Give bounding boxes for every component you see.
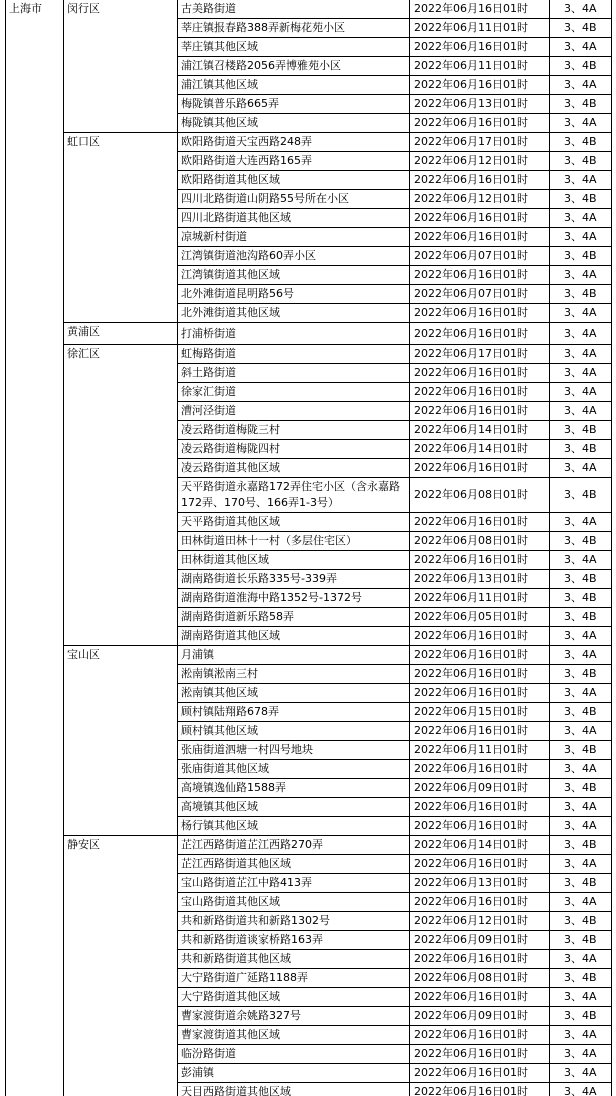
time-cell: 2022年06月16日01时	[410, 266, 550, 285]
area-cell: 古美路街道	[178, 0, 410, 19]
area-cell: 欧阳路街道其他区域	[178, 171, 410, 190]
area-cell: 梅陇镇普乐路665弄	[178, 95, 410, 114]
level-cell: 3、4A	[550, 171, 612, 190]
area-cell: 梅陇镇其他区域	[178, 114, 410, 133]
area-cell: 芷江西路街道其他区域	[178, 855, 410, 874]
level-cell: 3、4A	[550, 1026, 612, 1045]
level-cell: 3、4A	[550, 1064, 612, 1083]
level-cell: 3、4A	[550, 76, 612, 95]
area-cell: 湖南路街道新乐路58弄	[178, 608, 410, 627]
time-cell: 2022年06月16日01时	[410, 364, 550, 383]
time-cell: 2022年06月09日01时	[410, 931, 550, 950]
time-cell: 2022年06月16日01时	[410, 855, 550, 874]
level-cell: 3、4A	[550, 383, 612, 402]
area-cell: 漕河泾街道	[178, 402, 410, 421]
time-cell: 2022年06月16日01时	[410, 304, 550, 323]
area-cell: 天平路街道其他区域	[178, 513, 410, 532]
level-cell: 3、4A	[550, 760, 612, 779]
time-cell: 2022年06月16日01时	[410, 1045, 550, 1064]
area-cell: 月浦镇	[178, 646, 410, 665]
time-cell: 2022年06月08日01时	[410, 969, 550, 988]
level-cell: 3、4B	[550, 247, 612, 266]
level-cell: 3、4B	[550, 836, 612, 855]
area-cell: 宝山路街道芷江中路413弄	[178, 874, 410, 893]
time-cell: 2022年06月16日01时	[410, 760, 550, 779]
area-cell: 共和新路街道共和新路1302号	[178, 912, 410, 931]
level-cell: 3、4A	[550, 513, 612, 532]
level-cell: 3、4A	[550, 684, 612, 703]
level-cell: 3、4A	[550, 364, 612, 383]
time-cell: 2022年06月16日01时	[410, 950, 550, 969]
district-cell: 黄浦区	[64, 323, 178, 345]
time-cell: 2022年06月13日01时	[410, 95, 550, 114]
level-cell: 3、4A	[550, 1045, 612, 1064]
level-cell: 3、4B	[550, 95, 612, 114]
table-row	[6, 646, 612, 665]
area-cell: 顾村镇陆翔路678弄	[178, 703, 410, 722]
time-cell: 2022年06月16日01时	[410, 1083, 550, 1096]
area-cell: 田林街道田林十一村（多层住宅区）	[178, 532, 410, 551]
area-cell: 共和新路街道谈家桥路163弄	[178, 931, 410, 950]
time-cell: 2022年06月16日01时	[410, 893, 550, 912]
level-cell: 3、4B	[550, 421, 612, 440]
level-cell: 3、4A	[550, 551, 612, 570]
area-cell: 杨行镇其他区域	[178, 817, 410, 836]
level-cell: 3、4B	[550, 874, 612, 893]
table-row	[6, 345, 612, 364]
area-cell: 欧阳路街道天宝西路248弄	[178, 133, 410, 152]
area-cell: 江湾镇街道池沟路60弄小区	[178, 247, 410, 266]
area-cell: 江湾镇街道其他区域	[178, 266, 410, 285]
level-cell: 3、4A	[550, 228, 612, 247]
area-cell: 宝山路街道其他区域	[178, 893, 410, 912]
area-cell: 顾村镇其他区域	[178, 722, 410, 741]
time-cell: 2022年06月11日01时	[410, 741, 550, 760]
time-cell: 2022年06月16日01时	[410, 402, 550, 421]
level-cell: 3、4A	[550, 345, 612, 364]
time-cell: 2022年06月16日01时	[410, 798, 550, 817]
time-cell: 2022年06月12日01时	[410, 152, 550, 171]
area-cell: 湖南路街道淮海中路1352号-1372号	[178, 589, 410, 608]
area-cell: 斜土路街道	[178, 364, 410, 383]
area-cell: 莘庄镇报春路388弄新梅花苑小区	[178, 19, 410, 38]
level-cell: 3、4A	[550, 627, 612, 646]
time-cell: 2022年06月16日01时	[410, 513, 550, 532]
level-cell: 3、4A	[550, 459, 612, 478]
table-body	[6, 0, 612, 1096]
area-cell: 浦江镇其他区域	[178, 76, 410, 95]
time-cell: 2022年06月07日01时	[410, 285, 550, 304]
time-cell: 2022年06月16日01时	[410, 722, 550, 741]
time-cell: 2022年06月16日01时	[410, 114, 550, 133]
time-cell: 2022年06月16日01时	[410, 684, 550, 703]
level-cell: 3、4B	[550, 190, 612, 209]
time-cell: 2022年06月16日01时	[410, 665, 550, 684]
time-cell: 2022年06月08日01时	[410, 478, 550, 513]
level-cell: 3、4B	[550, 532, 612, 551]
time-cell: 2022年06月16日01时	[410, 817, 550, 836]
time-cell: 2022年06月14日01时	[410, 421, 550, 440]
time-cell: 2022年06月13日01时	[410, 874, 550, 893]
level-cell: 3、4B	[550, 1007, 612, 1026]
time-cell: 2022年06月16日01时	[410, 209, 550, 228]
area-cell: 田林街道其他区域	[178, 551, 410, 570]
time-cell: 2022年06月09日01时	[410, 1007, 550, 1026]
level-cell: 3、4A	[550, 1083, 612, 1096]
area-cell: 莘庄镇其他区域	[178, 38, 410, 57]
table-row	[6, 836, 612, 855]
area-cell: 打浦桥街道	[178, 323, 410, 345]
table-row	[6, 323, 612, 345]
area-cell: 张庙街道其他区域	[178, 760, 410, 779]
level-cell: 3、4A	[550, 893, 612, 912]
level-cell: 3、4A	[550, 798, 612, 817]
level-cell: 3、4A	[550, 988, 612, 1007]
time-cell: 2022年06月16日01时	[410, 627, 550, 646]
area-cell: 四川北路街道其他区域	[178, 209, 410, 228]
level-cell: 3、4A	[550, 817, 612, 836]
time-cell: 2022年06月16日01时	[410, 551, 550, 570]
risk-area-table	[5, 0, 612, 1096]
time-cell: 2022年06月17日01时	[410, 345, 550, 364]
area-cell: 高境镇逸仙路1588弄	[178, 779, 410, 798]
time-cell: 2022年06月09日01时	[410, 779, 550, 798]
city-cell: 上海市	[6, 0, 64, 1096]
level-cell: 3、4B	[550, 57, 612, 76]
level-cell: 3、4A	[550, 950, 612, 969]
level-cell: 3、4B	[550, 19, 612, 38]
level-cell: 3、4A	[550, 323, 612, 345]
district-cell: 虹口区	[64, 133, 178, 323]
area-cell: 北外滩街道其他区域	[178, 304, 410, 323]
time-cell: 2022年06月15日01时	[410, 703, 550, 722]
level-cell: 3、4A	[550, 402, 612, 421]
level-cell: 3、4B	[550, 133, 612, 152]
time-cell: 2022年06月05日01时	[410, 608, 550, 627]
area-cell: 凌云路街道梅陇三村	[178, 421, 410, 440]
level-cell: 3、4B	[550, 570, 612, 589]
time-cell: 2022年06月16日01时	[410, 76, 550, 95]
area-cell: 大宁路街道广延路1188弄	[178, 969, 410, 988]
time-cell: 2022年06月14日01时	[410, 836, 550, 855]
level-cell: 3、4B	[550, 440, 612, 459]
level-cell: 3、4A	[550, 0, 612, 19]
district-cell: 宝山区	[64, 646, 178, 836]
time-cell: 2022年06月12日01时	[410, 190, 550, 209]
level-cell: 3、4B	[550, 608, 612, 627]
area-cell: 湖南路街道其他区域	[178, 627, 410, 646]
level-cell: 3、4B	[550, 589, 612, 608]
area-cell: 欧阳路街道大连西路165弄	[178, 152, 410, 171]
level-cell: 3、4A	[550, 646, 612, 665]
time-cell: 2022年06月16日01时	[410, 0, 550, 19]
table-row	[6, 0, 612, 19]
area-cell: 高境镇其他区域	[178, 798, 410, 817]
time-cell: 2022年06月16日01时	[410, 323, 550, 345]
level-cell: 3、4B	[550, 741, 612, 760]
area-cell: 天目西路街道其他区域	[178, 1083, 410, 1096]
level-cell: 3、4A	[550, 266, 612, 285]
time-cell: 2022年06月11日01时	[410, 19, 550, 38]
area-cell: 淞南镇其他区域	[178, 684, 410, 703]
level-cell: 3、4B	[550, 152, 612, 171]
area-cell: 曹家渡街道余姚路327号	[178, 1007, 410, 1026]
time-cell: 2022年06月16日01时	[410, 1026, 550, 1045]
area-cell: 凉城新村街道	[178, 228, 410, 247]
level-cell: 3、4A	[550, 722, 612, 741]
table-row	[6, 133, 612, 152]
level-cell: 3、4A	[550, 855, 612, 874]
level-cell: 3、4B	[550, 931, 612, 950]
level-cell: 3、4A	[550, 304, 612, 323]
area-cell: 凌云路街道梅陇四村	[178, 440, 410, 459]
time-cell: 2022年06月08日01时	[410, 532, 550, 551]
area-cell: 共和新路街道其他区域	[178, 950, 410, 969]
level-cell: 3、4A	[550, 38, 612, 57]
district-cell: 静安区	[64, 836, 178, 1096]
time-cell: 2022年06月16日01时	[410, 38, 550, 57]
area-cell: 芷江西路街道芷江西路270弄	[178, 836, 410, 855]
level-cell: 3、4A	[550, 209, 612, 228]
time-cell: 2022年06月16日01时	[410, 646, 550, 665]
area-cell: 临汾路街道	[178, 1045, 410, 1064]
level-cell: 3、4B	[550, 285, 612, 304]
time-cell: 2022年06月16日01时	[410, 383, 550, 402]
time-cell: 2022年06月16日01时	[410, 1064, 550, 1083]
time-cell: 2022年06月13日01时	[410, 570, 550, 589]
area-cell: 徐家汇街道	[178, 383, 410, 402]
time-cell: 2022年06月16日01时	[410, 171, 550, 190]
area-cell: 虹梅路街道	[178, 345, 410, 364]
area-cell: 四川北路街道山阴路55号所在小区	[178, 190, 410, 209]
area-cell: 浦江镇召楼路2056弄博雅苑小区	[178, 57, 410, 76]
area-cell: 彭浦镇	[178, 1064, 410, 1083]
area-cell: 大宁路街道其他区域	[178, 988, 410, 1007]
area-cell: 曹家渡街道其他区域	[178, 1026, 410, 1045]
time-cell: 2022年06月11日01时	[410, 57, 550, 76]
time-cell: 2022年06月16日01时	[410, 459, 550, 478]
level-cell: 3、4B	[550, 665, 612, 684]
level-cell: 3、4B	[550, 478, 612, 513]
time-cell: 2022年06月16日01时	[410, 988, 550, 1007]
area-cell: 凌云路街道其他区域	[178, 459, 410, 478]
time-cell: 2022年06月17日01时	[410, 133, 550, 152]
district-cell: 徐汇区	[64, 345, 178, 646]
level-cell: 3、4B	[550, 969, 612, 988]
area-cell: 湖南路街道长乐路335号-339弄	[178, 570, 410, 589]
area-cell: 天平路街道永嘉路172弄住宅小区（含永嘉路172弄、170号、166弄1-3号）	[178, 478, 410, 513]
level-cell: 3、4B	[550, 912, 612, 931]
level-cell: 3、4B	[550, 703, 612, 722]
area-cell: 张庙街道泗塘一村四号地块	[178, 741, 410, 760]
district-cell: 闵行区	[64, 0, 178, 133]
time-cell: 2022年06月14日01时	[410, 440, 550, 459]
time-cell: 2022年06月11日01时	[410, 589, 550, 608]
level-cell: 3、4B	[550, 779, 612, 798]
time-cell: 2022年06月16日01时	[410, 228, 550, 247]
area-cell: 北外滩街道昆明路56号	[178, 285, 410, 304]
level-cell: 3、4A	[550, 114, 612, 133]
time-cell: 2022年06月12日01时	[410, 912, 550, 931]
area-cell: 淞南镇淞南三村	[178, 665, 410, 684]
time-cell: 2022年06月07日01时	[410, 247, 550, 266]
